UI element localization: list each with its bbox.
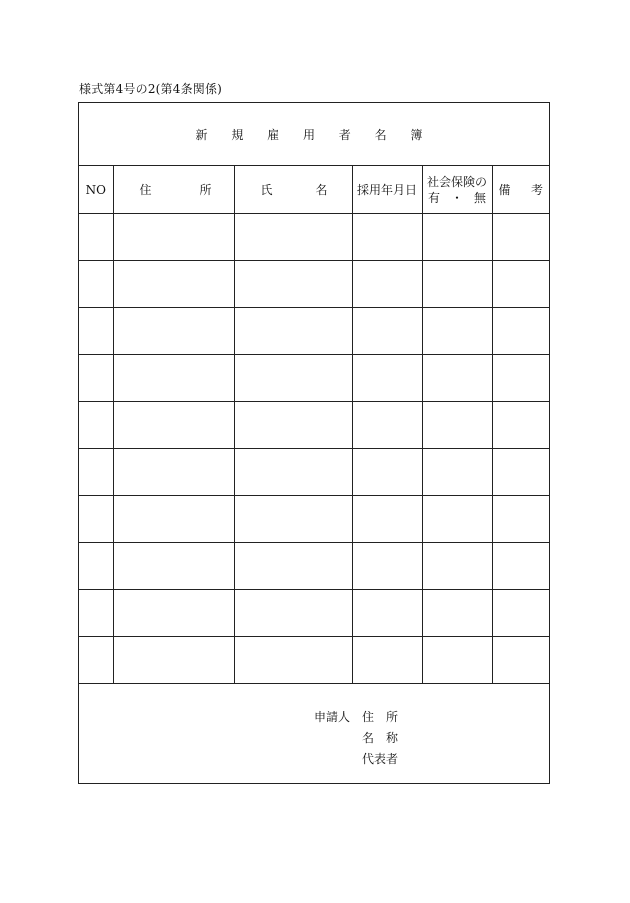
cell-no[interactable] xyxy=(79,449,113,496)
col-header-hire-date: 採用年月日 xyxy=(352,166,422,214)
cell-hire-date[interactable] xyxy=(352,637,422,684)
col-header-no: NO xyxy=(79,166,113,214)
cell-name[interactable] xyxy=(234,261,352,308)
cell-hire-date[interactable] xyxy=(352,214,422,261)
cell-no[interactable] xyxy=(79,637,113,684)
cell-name[interactable] xyxy=(234,543,352,590)
table-row xyxy=(79,308,549,355)
table-header-row xyxy=(79,166,549,214)
cell-insurance[interactable] xyxy=(422,308,492,355)
cell-hire-date[interactable] xyxy=(352,308,422,355)
cell-name[interactable] xyxy=(234,308,352,355)
cell-hire-date[interactable] xyxy=(352,496,422,543)
cell-no[interactable] xyxy=(79,355,113,402)
table-row xyxy=(79,637,549,684)
cell-remarks[interactable] xyxy=(492,637,549,684)
cell-name[interactable] xyxy=(234,402,352,449)
cell-no[interactable] xyxy=(79,402,113,449)
cell-remarks[interactable] xyxy=(492,308,549,355)
cell-insurance[interactable] xyxy=(422,590,492,637)
table-row xyxy=(79,261,549,308)
cell-remarks[interactable] xyxy=(492,449,549,496)
cell-insurance[interactable] xyxy=(422,355,492,402)
cell-name[interactable] xyxy=(234,449,352,496)
cell-hire-date[interactable] xyxy=(352,449,422,496)
cell-remarks[interactable] xyxy=(492,496,549,543)
cell-hire-date[interactable] xyxy=(352,543,422,590)
cell-no[interactable] xyxy=(79,214,113,261)
cell-address[interactable] xyxy=(113,543,234,590)
cell-no[interactable] xyxy=(79,590,113,637)
cell-insurance[interactable] xyxy=(422,543,492,590)
cell-remarks[interactable] xyxy=(492,355,549,402)
cell-insurance[interactable] xyxy=(422,496,492,543)
col-header-social-insurance: 社会保険の 有 ・ 無 xyxy=(422,166,492,214)
table-row xyxy=(79,402,549,449)
table-row xyxy=(79,355,549,402)
cell-address[interactable] xyxy=(113,496,234,543)
employee-roster-table xyxy=(79,165,549,684)
cell-name[interactable] xyxy=(234,590,352,637)
applicant-label: 申請人 xyxy=(314,710,351,724)
cell-no[interactable] xyxy=(79,496,113,543)
cell-insurance[interactable] xyxy=(422,214,492,261)
cell-remarks[interactable] xyxy=(492,402,549,449)
form-number-label: 様式第4号の2(第4条関係) xyxy=(79,82,223,96)
cell-remarks[interactable] xyxy=(492,590,549,637)
cell-remarks[interactable] xyxy=(492,543,549,590)
table-row xyxy=(79,449,549,496)
cell-name[interactable] xyxy=(234,355,352,402)
cell-insurance[interactable] xyxy=(422,449,492,496)
cell-remarks[interactable] xyxy=(492,214,549,261)
cell-name[interactable] xyxy=(234,496,352,543)
col-header-name: 氏 名 xyxy=(234,166,352,214)
cell-no[interactable] xyxy=(79,543,113,590)
table-row xyxy=(79,590,549,637)
applicant-representative-label: 代表者 xyxy=(362,752,399,766)
cell-address[interactable] xyxy=(113,449,234,496)
cell-insurance[interactable] xyxy=(422,637,492,684)
roster-form xyxy=(78,102,550,784)
cell-remarks[interactable] xyxy=(492,261,549,308)
applicant-address-label: 住 所 xyxy=(362,710,398,724)
cell-address[interactable] xyxy=(113,637,234,684)
cell-address[interactable] xyxy=(113,261,234,308)
cell-hire-date[interactable] xyxy=(352,402,422,449)
cell-name[interactable] xyxy=(234,637,352,684)
cell-address[interactable] xyxy=(113,590,234,637)
col-header-remarks: 備 考 xyxy=(492,166,549,214)
cell-address[interactable] xyxy=(113,402,234,449)
table-row xyxy=(79,543,549,590)
cell-no[interactable] xyxy=(79,308,113,355)
cell-name[interactable] xyxy=(234,214,352,261)
table-row xyxy=(79,214,549,261)
cell-no[interactable] xyxy=(79,261,113,308)
form-title: 新 規 雇 用 者 名 簿 xyxy=(79,103,549,166)
col-header-address: 住 所 xyxy=(113,166,234,214)
table-row xyxy=(79,496,549,543)
cell-insurance[interactable] xyxy=(422,402,492,449)
applicant-block xyxy=(314,707,398,770)
cell-hire-date[interactable] xyxy=(352,355,422,402)
cell-address[interactable] xyxy=(113,308,234,355)
cell-hire-date[interactable] xyxy=(352,261,422,308)
cell-insurance[interactable] xyxy=(422,261,492,308)
cell-hire-date[interactable] xyxy=(352,590,422,637)
cell-address[interactable] xyxy=(113,355,234,402)
applicant-company-name-label: 名 称 xyxy=(362,731,398,745)
cell-address[interactable] xyxy=(113,214,234,261)
